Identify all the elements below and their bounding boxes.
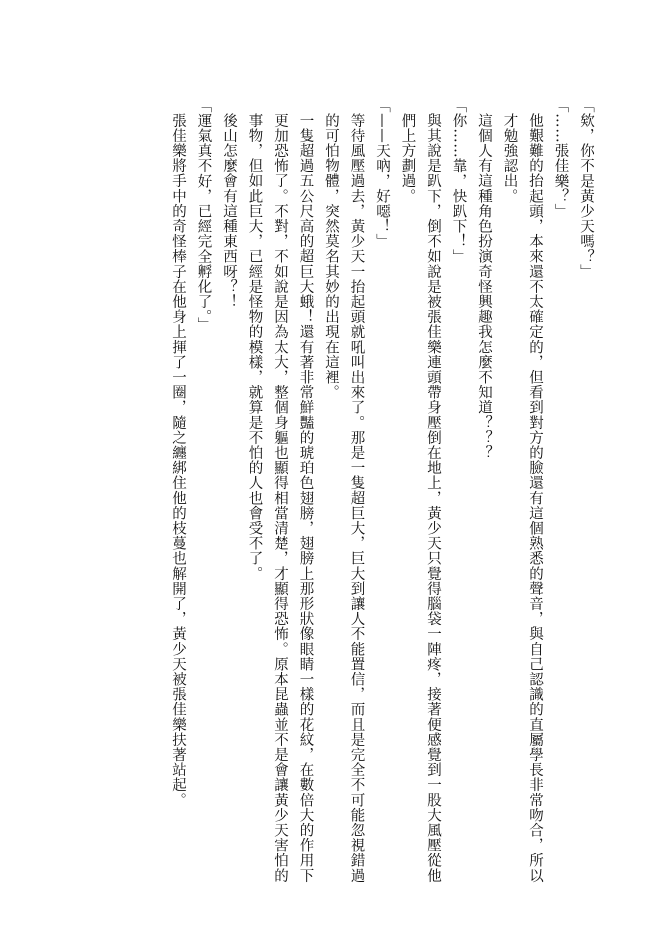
vertical-text-body bbox=[165, 98, 599, 888]
paragraph-4: 這個人有這種角色扮演奇怪興趣我怎麼不知道？？？ bbox=[476, 112, 492, 460]
paragraph-8: 等待風壓過去，黃少天一抬起頭就吼叫出來了。那是一隻超巨大，巨大到讓人不能置信，而且是完全不可能忽視錯過的可怕物體，突然莫名其妙的出現在這裡。 bbox=[323, 112, 365, 883]
paragraph-2: 「……張佳樂？」 bbox=[552, 98, 569, 219]
paragraph-6: 與其說是趴下，倒不如說是被張佳樂連頭帶身壓倒在地上，黃少天只覺得腦袋一陣疼，接著便感覺到一股大風壓從他們上方劃過。 bbox=[399, 112, 441, 883]
paragraph-10: 後山怎麼會有這種東西呀？！ bbox=[221, 112, 237, 309]
paragraph-7: 「——天吶，好噁！」 bbox=[374, 98, 390, 249]
paragraph-3: 他艱難的抬起頭，本來還不太確定的，但看到對方的臉還有這個熟悉的聲音，與自己認識的直屬學長非常吻合，所以才勉強認出。 bbox=[501, 112, 543, 883]
paragraph-12: 張佳樂將手中的奇怪棒子在他身上揮了一圈，隨之纏綁住他的枝蔓也解開了，黃少天被張佳樂扶著站起。 bbox=[170, 112, 186, 808]
paragraph-11: 「運氣真不好，已經完全孵化了。」 bbox=[195, 98, 212, 333]
paragraph-5: 「你……靠，快趴下！」 bbox=[450, 98, 467, 265]
paragraph-1: 「欸，你不是黃少天嗎？」 bbox=[578, 98, 594, 280]
paragraph-9: 一隻超過五公尺高的超巨大蛾！還有著非常鮮豔的琥珀色翅膀，翅膀上那形狀像眼睛一樣的花紋，在數倍大的作用下更加恐怖了。不對，不如說是因為太大，整個身軀也顯得相當清楚，才顯得恐怖。原本昆蟲並不是會讓黃少天害怕的事物，但如此巨大，已經是怪物的模樣，就算是不怕的人也會受不了。 bbox=[246, 112, 314, 883]
